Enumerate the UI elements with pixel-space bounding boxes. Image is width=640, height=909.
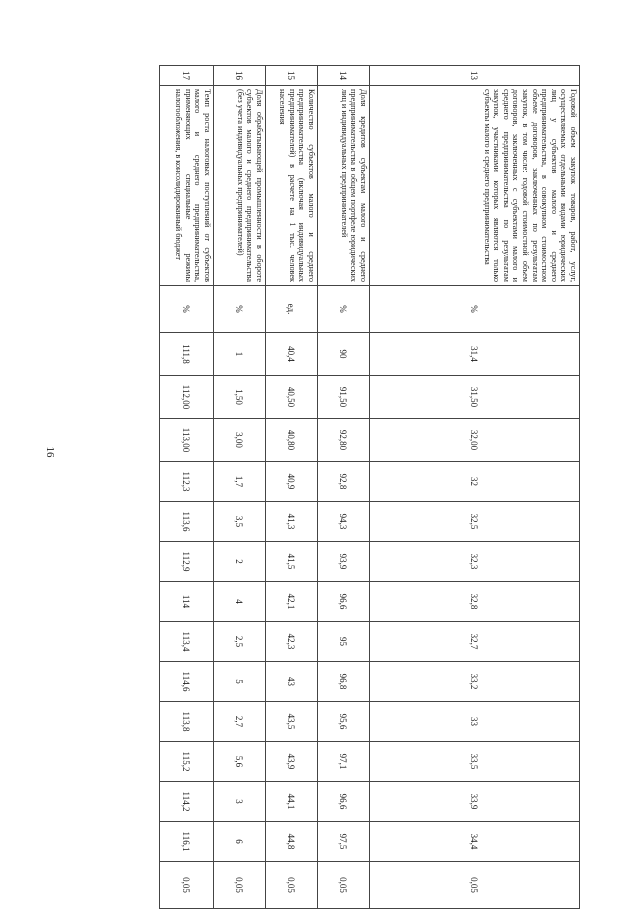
indicator-description: Доля кредитов субъектам малого и среднего предпринимательства в общем портфеле юридических лиц и индивидуальных предпринимателей — [318, 86, 370, 286]
value-cell: 42,1 — [266, 582, 318, 622]
unit-cell: ед. — [266, 286, 318, 333]
value-cell: 44,1 — [266, 782, 318, 822]
indicator-description: Темп роста налоговых поступлений от субъектов малого и среднего предпринимательства, применяющих специальные режимы налогообложения, в консолидированный бюджет — [160, 86, 214, 286]
value-cell: 33,2 — [370, 662, 580, 702]
value-cell: 112,9 — [160, 542, 214, 582]
value-cell: 1,50 — [214, 376, 266, 419]
value-cell: 92,80 — [318, 419, 370, 462]
value-cell: 90 — [318, 333, 370, 376]
value-cell: 113,6 — [160, 502, 214, 542]
indicator-table — [159, 65, 580, 909]
value-cell: 44,8 — [266, 822, 318, 862]
value-cell: 41,3 — [266, 502, 318, 542]
value-cell: 94,3 — [318, 502, 370, 542]
value-cell: 111,8 — [160, 333, 214, 376]
value-cell: 96,8 — [318, 662, 370, 702]
value-cell: 3,00 — [214, 419, 266, 462]
value-cell: 3 — [214, 782, 266, 822]
value-cell: 33,9 — [370, 782, 580, 822]
value-cell: 0,05 — [266, 862, 318, 909]
value-cell: 2,5 — [214, 622, 266, 662]
unit-cell: % — [160, 286, 214, 333]
value-cell: 96,6 — [318, 782, 370, 822]
row-number: 15 — [266, 66, 318, 86]
unit-cell: % — [318, 286, 370, 333]
value-cell: 5,6 — [214, 742, 266, 782]
value-cell: 6 — [214, 822, 266, 862]
indicator-description: Количество субъектов малого и среднего предпринимательства (включая индивидуальных предпринимателей) в расчете на 1 тыс. человек населения — [266, 86, 318, 286]
row-number: 13 — [370, 66, 580, 86]
value-cell: 114,6 — [160, 662, 214, 702]
table-row — [370, 66, 580, 909]
unit-cell: % — [214, 286, 266, 333]
value-cell: 112,3 — [160, 462, 214, 502]
value-cell: 3,5 — [214, 502, 266, 542]
value-cell: 0,05 — [214, 862, 266, 909]
value-cell: 113,4 — [160, 622, 214, 662]
value-cell: 95,6 — [318, 702, 370, 742]
value-cell: 4 — [214, 582, 266, 622]
value-cell: 97,5 — [318, 822, 370, 862]
value-cell: 40,4 — [266, 333, 318, 376]
row-number: 16 — [214, 66, 266, 86]
table-row — [214, 66, 266, 909]
value-cell: 113,8 — [160, 702, 214, 742]
value-cell: 42,3 — [266, 622, 318, 662]
value-cell: 116,1 — [160, 822, 214, 862]
value-cell: 33 — [370, 702, 580, 742]
value-cell: 92,8 — [318, 462, 370, 502]
value-cell: 32,00 — [370, 419, 580, 462]
value-cell: 1 — [214, 333, 266, 376]
value-cell: 113,00 — [160, 419, 214, 462]
value-cell: 97,1 — [318, 742, 370, 782]
value-cell: 1,7 — [214, 462, 266, 502]
value-cell: 41,5 — [266, 542, 318, 582]
value-cell: 93,9 — [318, 542, 370, 582]
row-number: 17 — [160, 66, 214, 86]
value-cell: 114,2 — [160, 782, 214, 822]
value-cell: 115,2 — [160, 742, 214, 782]
value-cell: 43 — [266, 662, 318, 702]
page-number: 16 — [44, 446, 56, 458]
value-cell: 32,5 — [370, 502, 580, 542]
value-cell: 95 — [318, 622, 370, 662]
table-row — [160, 66, 214, 909]
value-cell: 34,4 — [370, 822, 580, 862]
value-cell: 40,80 — [266, 419, 318, 462]
value-cell: 112,00 — [160, 376, 214, 419]
value-cell: 31,50 — [370, 376, 580, 419]
value-cell: 43,5 — [266, 702, 318, 742]
value-cell: 91,50 — [318, 376, 370, 419]
unit-cell: % — [370, 286, 580, 333]
value-cell: 2,7 — [214, 702, 266, 742]
value-cell: 43,9 — [266, 742, 318, 782]
value-cell: 32,7 — [370, 622, 580, 662]
value-cell: 5 — [214, 662, 266, 702]
value-cell: 32,3 — [370, 542, 580, 582]
value-cell: 40,9 — [266, 462, 318, 502]
value-cell: 31,4 — [370, 333, 580, 376]
value-cell: 40,50 — [266, 376, 318, 419]
indicator-description: Доля обрабатывающей промышленности в обороте субъектов малого и среднего предпринимательства (без учета индивидуальных предпринимателей) — [214, 86, 266, 286]
value-cell: 0,05 — [160, 862, 214, 909]
row-number: 14 — [318, 66, 370, 86]
indicator-description: Годовой объем закупок товаров, работ, услуг, осуществляемых отдельными видами юридических лиц у субъектов малого и среднего предпринимательства, в совокупном стоимостном объеме договоров, заключенных по результатам закупок, в том числе: годовой стоимостной объем договоров, заключенных с субъектами малого и среднего предпринимательства по результатам закупок, участниками которых являются только субъекты малого и среднего предпринимательства — [370, 86, 580, 286]
value-cell: 114 — [160, 582, 214, 622]
value-cell: 33,5 — [370, 742, 580, 782]
value-cell: 96,6 — [318, 582, 370, 622]
value-cell: 32,8 — [370, 582, 580, 622]
value-cell: 0,05 — [370, 862, 580, 909]
table-row — [266, 66, 318, 909]
value-cell: 2 — [214, 542, 266, 582]
table-row — [318, 66, 370, 909]
indicator-table-container — [160, 65, 580, 893]
value-cell: 32 — [370, 462, 580, 502]
value-cell: 0,05 — [318, 862, 370, 909]
